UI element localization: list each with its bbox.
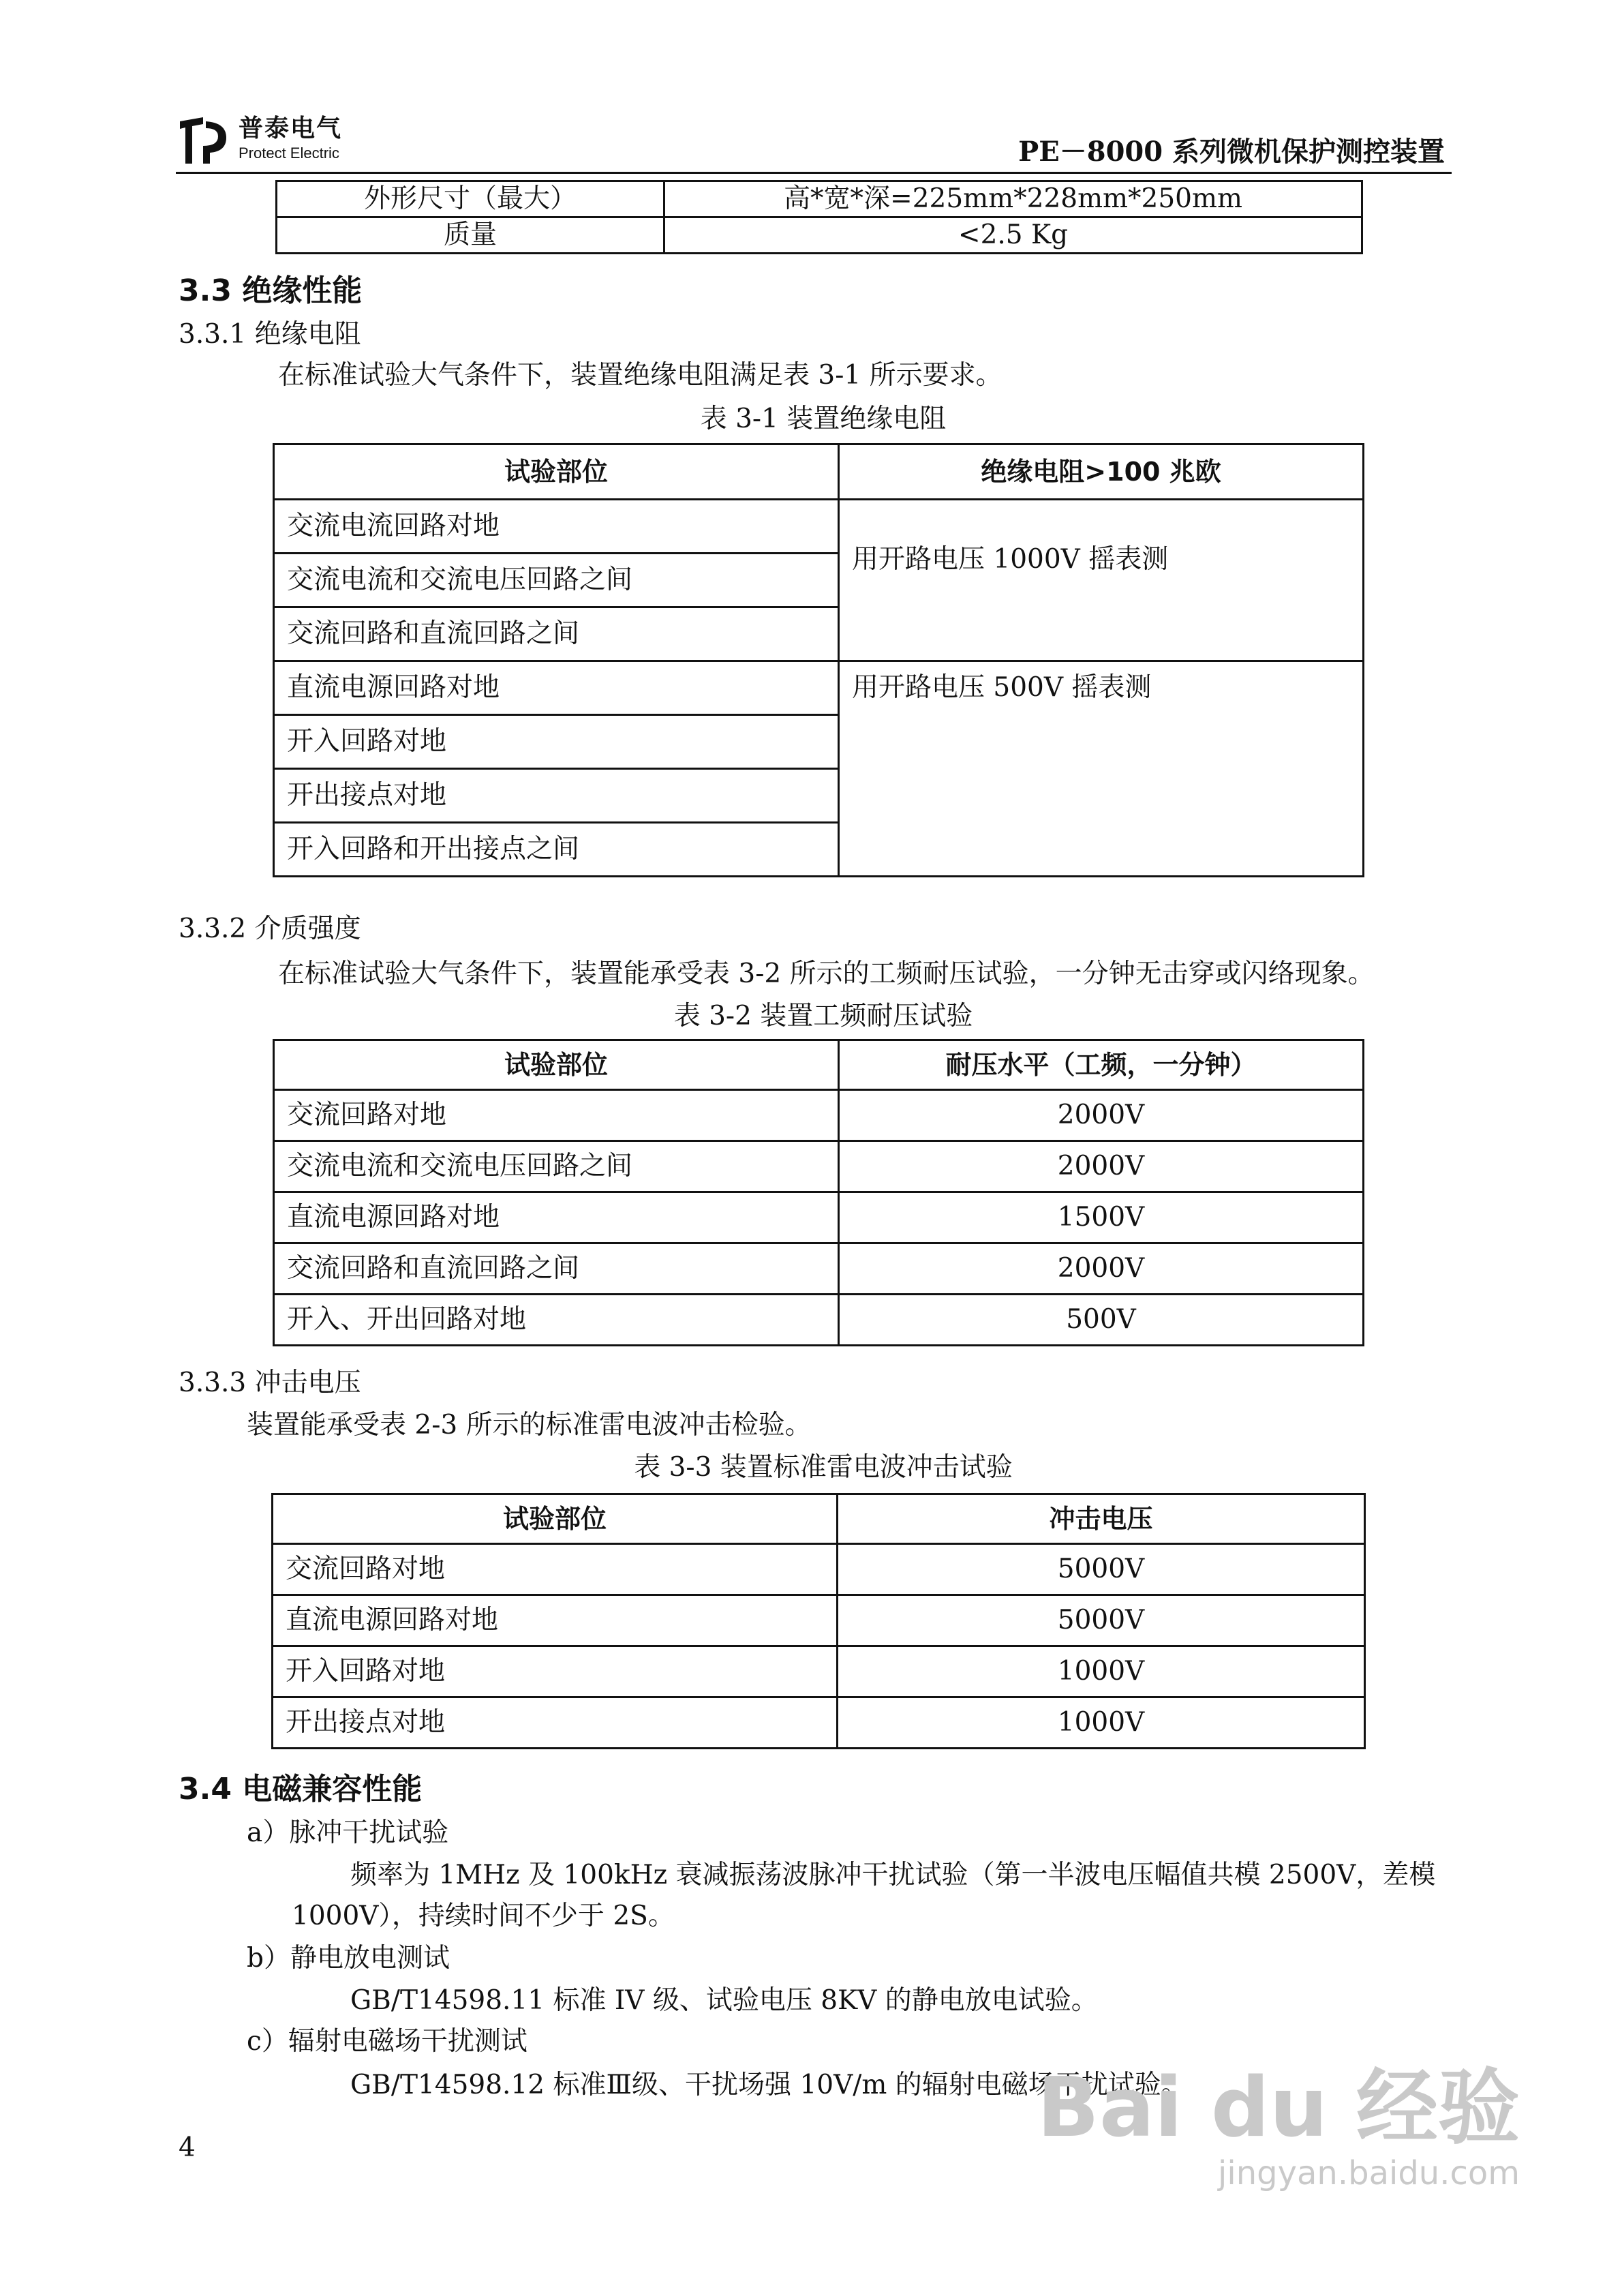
company-name-cn: 普泰电气 xyxy=(239,115,343,142)
table-row xyxy=(274,1141,1364,1192)
table-header-row xyxy=(274,1040,1364,1090)
column-header: 试验部位 xyxy=(274,1040,839,1090)
test-part: 开出接点对地 xyxy=(273,1697,838,1749)
spec-label: 质量 xyxy=(277,217,664,254)
paragraph: GB/T14598.11 标准 IV 级、试验电压 8KV 的静电放电试验。 xyxy=(350,1985,1098,2016)
table-row xyxy=(274,1243,1364,1295)
test-value: 5000V xyxy=(838,1544,1365,1595)
test-part: 交流电流和交流电压回路之间 xyxy=(274,1141,839,1192)
test-value: 1000V xyxy=(838,1697,1365,1749)
table-row xyxy=(273,1595,1365,1646)
table-row xyxy=(273,1544,1365,1595)
watermark xyxy=(1037,2061,1520,2194)
paragraph: GB/T14598.12 标准Ⅲ级、干扰场强 10V/m 的辐射电磁场干扰试验。 xyxy=(350,2070,1188,2100)
dielectric-table xyxy=(273,1039,1364,1346)
subsection-heading: 3.3.3 冲击电压 xyxy=(179,1368,361,1398)
subsection-heading: 3.3.2 介质强度 xyxy=(179,913,361,944)
column-header: 试验部位 xyxy=(274,444,839,500)
test-part: 交流回路对地 xyxy=(273,1544,838,1595)
paragraph: 在标准试验大气条件下，装置绝缘电阻满足表 3-1 所示要求。 xyxy=(278,360,1003,391)
table-row xyxy=(277,181,1362,217)
table-row xyxy=(274,1090,1364,1141)
table-row xyxy=(274,661,1364,715)
subsection-heading: 3.3.1 绝缘电阻 xyxy=(179,319,361,350)
paragraph: 装置能承受表 2-3 所示的标准雷电波冲击检验。 xyxy=(247,1410,812,1440)
section-heading: 3.3 绝缘性能 xyxy=(179,273,363,308)
table-row xyxy=(277,217,1362,254)
test-part: 交流回路和直流回路之间 xyxy=(274,607,839,661)
table-row xyxy=(274,500,1364,554)
table-caption: 表 3-2 装置工频耐压试验 xyxy=(673,1001,973,1031)
impulse-table xyxy=(271,1493,1366,1749)
column-header: 冲击电压 xyxy=(838,1494,1365,1544)
test-part: 开入回路对地 xyxy=(274,715,839,769)
spec-label: 外形尺寸（最大） xyxy=(277,181,664,217)
watermark-brand: Bai du 经验 xyxy=(1037,2061,1520,2156)
test-value: 500V xyxy=(839,1295,1364,1346)
spec-value: <2.5 Kg xyxy=(664,217,1362,254)
header-divider xyxy=(176,172,1452,174)
test-part: 交流回路和直流回路之间 xyxy=(274,1243,839,1295)
test-method: 用开路电压 500V 摇表测 xyxy=(839,661,1364,877)
table-row xyxy=(274,1192,1364,1243)
test-value: 1000V xyxy=(838,1646,1365,1697)
list-label: b）静电放电测试 xyxy=(247,1943,450,1974)
test-part: 直流电源回路对地 xyxy=(274,1192,839,1243)
table-caption: 表 3-3 装置标准雷电波冲击试验 xyxy=(634,1452,1013,1483)
test-part: 交流回路对地 xyxy=(274,1090,839,1141)
paragraph: 频率为 1MHz 及 100kHz 衰减振荡波脉冲干扰试验（第一半波电压幅值共模 2500V，差模 xyxy=(350,1860,1436,1890)
section-heading: 3.4 电磁兼容性能 xyxy=(179,1772,423,1807)
test-part: 交流电流和交流电压回路之间 xyxy=(274,554,839,607)
test-part: 交流电流回路对地 xyxy=(274,500,839,554)
table-row xyxy=(273,1697,1365,1749)
list-label: c）辐射电磁场干扰测试 xyxy=(247,2026,527,2057)
paragraph: 1000V），持续时间不少于 2S。 xyxy=(292,1901,675,1931)
page-number: 4 xyxy=(179,2132,196,2163)
test-part: 开入回路和开出接点之间 xyxy=(274,823,839,877)
spec-table xyxy=(275,180,1363,254)
test-value: 2000V xyxy=(839,1090,1364,1141)
watermark-url: jingyan.baidu.com xyxy=(1218,2154,1520,2192)
table-header-row xyxy=(274,444,1364,500)
table-caption: 表 3-1 装置绝缘电阻 xyxy=(700,404,947,434)
test-value: 2000V xyxy=(839,1141,1364,1192)
test-part: 开入、开出回路对地 xyxy=(274,1295,839,1346)
test-part: 直流电源回路对地 xyxy=(273,1595,838,1646)
test-part: 开入回路对地 xyxy=(273,1646,838,1697)
column-header: 绝缘电阻>100 兆欧 xyxy=(839,444,1364,500)
table-row xyxy=(273,1646,1365,1697)
company-logo-icon xyxy=(176,115,230,168)
company-name-en: Protect Electric xyxy=(239,145,339,162)
list-label: a）脉冲干扰试验 xyxy=(247,1817,449,1848)
insulation-table xyxy=(273,443,1364,877)
column-header: 耐压水平（工频，一分钟） xyxy=(839,1040,1364,1090)
column-header: 试验部位 xyxy=(273,1494,838,1544)
paragraph: 在标准试验大气条件下，装置能承受表 3-2 所示的工频耐压试验，一分钟无击穿或闪络现象。 xyxy=(278,958,1375,989)
test-value: 1500V xyxy=(839,1192,1364,1243)
table-header-row xyxy=(273,1494,1365,1544)
test-value: 2000V xyxy=(839,1243,1364,1295)
document-title: PE－8000 系列微机保护测控装置 xyxy=(1018,136,1445,168)
spec-value: 高*宽*深=225mm*228mm*250mm xyxy=(664,181,1362,217)
test-part: 开出接点对地 xyxy=(274,769,839,823)
test-method: 用开路电压 1000V 摇表测 xyxy=(839,500,1364,661)
test-part: 直流电源回路对地 xyxy=(274,661,839,715)
test-value: 5000V xyxy=(838,1595,1365,1646)
table-row xyxy=(274,1295,1364,1346)
